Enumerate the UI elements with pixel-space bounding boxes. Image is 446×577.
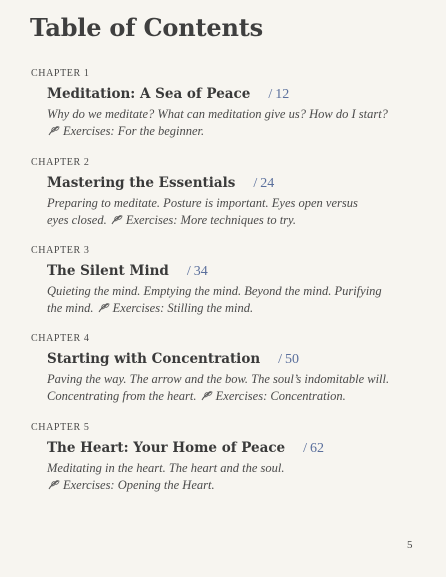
page-slash: / <box>186 264 191 279</box>
chapter-heading[interactable] <box>47 175 431 192</box>
chapter-page-ref <box>253 176 274 191</box>
chapter-heading[interactable] <box>47 440 431 457</box>
chapter-page-ref <box>187 264 208 279</box>
chapter-desc-line: eyes closed. <box>47 213 107 227</box>
chapter-title: Meditation: A Sea of Peace <box>47 86 251 102</box>
chapter-desc-exercises: Exercises: For the beginner. <box>63 124 205 138</box>
chapter-page-ref <box>303 441 324 456</box>
page-slash: / <box>268 87 273 102</box>
chapter-desc-line: Why do we meditate? What can meditation give us? How do I start? <box>47 107 388 121</box>
chapter-desc-exercises: Exercises: Concentration. <box>215 389 346 403</box>
page-slash: / <box>278 352 283 367</box>
chapter-page-number: 12 <box>275 87 290 102</box>
flower-icon <box>97 302 110 313</box>
chapter-page-number: 50 <box>285 352 300 367</box>
chapter-desc-line: Quieting the mind. Emptying the mind. Beyond the mind. Purifying <box>47 284 382 298</box>
chapter-4 <box>31 333 431 405</box>
chapter-title: The Silent Mind <box>47 263 169 279</box>
chapter-desc-exercises: Exercises: Opening the Heart. <box>63 478 215 492</box>
chapter-heading[interactable] <box>47 263 431 280</box>
chapter-description <box>47 195 417 229</box>
flower-icon <box>47 479 60 490</box>
chapter-description <box>47 106 417 140</box>
chapter-2 <box>31 157 431 229</box>
chapter-description <box>47 283 417 317</box>
flower-icon <box>47 125 60 136</box>
chapter-desc-line: Meditating in the heart. The heart and the soul. <box>47 461 285 475</box>
chapter-desc-exercises: Exercises: More techniques to try. <box>125 213 297 227</box>
chapter-desc-exercises: Exercises: Stilling the mind. <box>112 301 254 315</box>
chapter-label: CHAPTER 1 <box>31 68 90 79</box>
chapter-page-ref <box>268 87 289 102</box>
chapter-5 <box>31 422 431 494</box>
chapter-desc-line: Paving the way. The arrow and the bow. The soul’s indomitable will. <box>47 372 390 386</box>
chapter-desc-line: Concentrating from the heart. <box>47 389 197 403</box>
chapter-label: CHAPTER 2 <box>31 157 90 168</box>
page-slash: / <box>253 176 258 191</box>
chapter-description <box>47 460 417 494</box>
chapter-page-number: 34 <box>193 264 208 279</box>
page-number: 5 <box>407 539 413 551</box>
chapter-3 <box>31 245 431 317</box>
chapter-title: The Heart: Your Home of Peace <box>47 440 286 456</box>
chapter-page-ref <box>278 352 299 367</box>
page-slash: / <box>303 441 308 456</box>
chapter-label: CHAPTER 5 <box>31 422 90 433</box>
chapter-label: CHAPTER 3 <box>31 245 90 256</box>
page-title: Table of Contents <box>30 13 263 42</box>
chapter-title: Starting with Concentration <box>47 351 261 367</box>
flower-icon <box>110 214 123 225</box>
chapter-1 <box>31 68 431 140</box>
chapter-title: Mastering the Essentials <box>47 175 236 191</box>
chapter-heading[interactable] <box>47 86 431 103</box>
chapter-page-number: 62 <box>310 441 325 456</box>
chapter-label: CHAPTER 4 <box>31 333 90 344</box>
chapter-description <box>47 371 417 405</box>
chapter-desc-line: the mind. <box>47 301 94 315</box>
flower-icon <box>200 390 213 401</box>
chapter-page-number: 24 <box>260 176 275 191</box>
chapter-heading[interactable] <box>47 351 431 368</box>
chapter-desc-line: Preparing to meditate. Posture is important. Eyes open versus <box>47 196 358 210</box>
